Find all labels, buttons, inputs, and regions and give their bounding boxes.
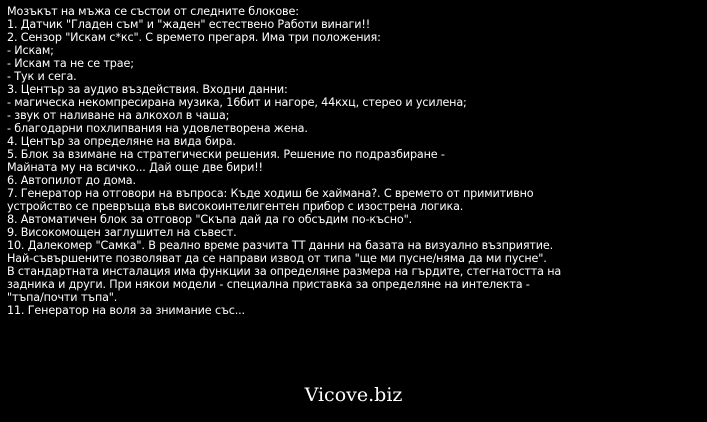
text-line: 10. Далекомер "Самка". В реално време разчита ТТ данни на базата на визуално възприятие. bbox=[7, 239, 554, 252]
text-line: - Искам; bbox=[7, 44, 54, 57]
joke-text bbox=[7, 5, 702, 317]
text-line: Най-съвършените позволяват да се направи извод от типа "ще ми пусне/няма да ми пусне". bbox=[7, 252, 547, 265]
text-line: - магическа некомпресирана музика, 16бит и нагоре, 44кхц, стерео и усилена; bbox=[7, 96, 467, 109]
text-line: Майната му на всичко... Дай още две бири!! bbox=[7, 161, 263, 174]
text-line: - Искам та не се трае; bbox=[7, 57, 134, 70]
text-line: 6. Автопилот до дома. bbox=[7, 174, 136, 187]
text-line: задника и други. При някои модели - специална приставка за определяне на интелекта - bbox=[7, 278, 530, 291]
text-line: - Тук и сега. bbox=[7, 70, 77, 83]
text-line: 2. Сензор "Искам с*кс". С времето прегаря. Има три положения: bbox=[7, 31, 381, 44]
text-line: 1. Датчик "Гладен съм" и "жаден" естествено Работи винаги!! bbox=[7, 18, 371, 31]
text-line: - благодарни похлипвания на удовлетворена жена. bbox=[7, 122, 308, 135]
site-watermark: Vicove.biz bbox=[304, 384, 403, 406]
text-line: 7. Генератор на отговори на въпроса: Къде ходиш бе хаймана?. С времето от примитивно bbox=[7, 187, 534, 200]
text-line: устройство се превръща във високоинтелигентен прибор с изострена логика. bbox=[7, 200, 464, 213]
text-line: 9. Високомощен заглушител на съвест. bbox=[7, 226, 237, 239]
text-line: 5. Блок за взимане на стратегически решения. Решение по подразбиране - bbox=[7, 148, 445, 161]
text-line: "тъпа/почти тъпа". bbox=[7, 291, 118, 304]
text-line: 4. Център за определяне на вида бира. bbox=[7, 135, 236, 148]
text-line: 11. Генератор на воля за знимание със... bbox=[7, 304, 245, 317]
text-line: В стандартната инсталация има функции за определяне размера на гърдите, стегнатостта на bbox=[7, 265, 562, 278]
text-line: 8. Автоматичен блок за отговор "Скъпа дай да го обсъдим по-късно". bbox=[7, 213, 412, 226]
text-line: - звук от наливане на алкохол в чаша; bbox=[7, 109, 230, 122]
text-line: 3. Център за аудио въздействия. Входни данни: bbox=[7, 83, 288, 96]
text-line: Мозъкът на мъжа се състои от следните блокове: bbox=[7, 5, 299, 18]
